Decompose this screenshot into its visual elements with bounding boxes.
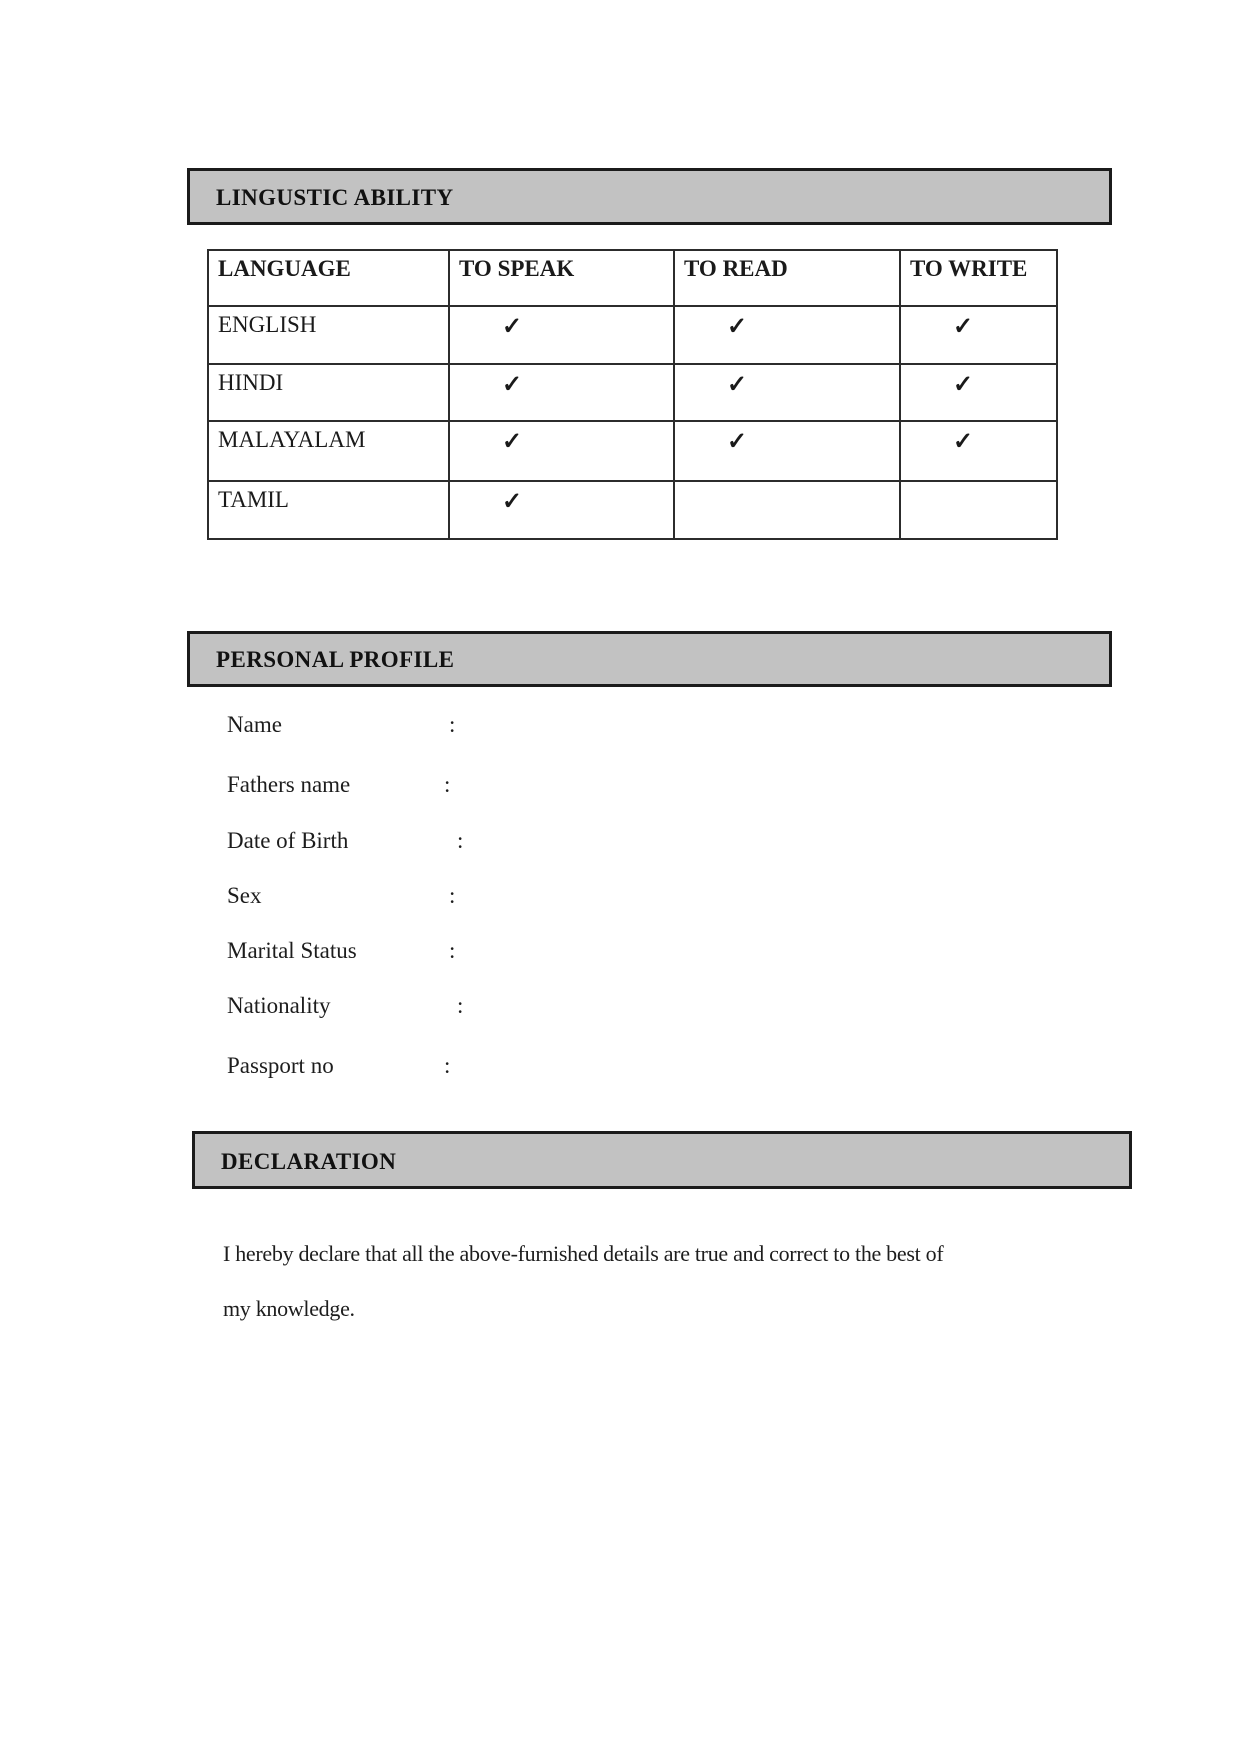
field-colon: : bbox=[444, 772, 451, 797]
section-title-declaration: DECLARATION bbox=[221, 1149, 397, 1174]
declaration-text bbox=[223, 1226, 1013, 1336]
read-checkmark: ✓ bbox=[674, 421, 900, 481]
speak-checkmark: ✓ bbox=[449, 481, 674, 539]
profile-field-passport-no bbox=[227, 1051, 758, 1081]
field-colon: : bbox=[444, 1053, 451, 1078]
field-colon: : bbox=[449, 712, 456, 737]
field-value bbox=[458, 1051, 758, 1081]
field-value bbox=[463, 936, 763, 966]
profile-field-sex bbox=[227, 881, 763, 911]
profile-field-nationality bbox=[227, 991, 771, 1021]
field-label: Fathers name bbox=[227, 772, 351, 797]
language-cell: MALAYALAM bbox=[208, 421, 449, 481]
speak-checkmark: ✓ bbox=[449, 306, 674, 364]
speak-checkmark: ✓ bbox=[449, 364, 674, 421]
write-checkmark: ✓ bbox=[900, 306, 1057, 364]
section-header-linguistic-ability bbox=[187, 168, 1112, 225]
table-header-row bbox=[208, 250, 1057, 306]
language-cell: HINDI bbox=[208, 364, 449, 421]
col-header-to-read: TO READ bbox=[674, 250, 900, 306]
profile-field-fathers-name bbox=[227, 770, 758, 800]
profile-field-marital-status bbox=[227, 936, 763, 966]
field-value bbox=[471, 826, 771, 856]
declaration-line-1: I hereby declare that all the above-furnished details are true and correct to the best of bbox=[223, 1241, 944, 1266]
write-checkmark: ✓ bbox=[900, 364, 1057, 421]
language-cell: TAMIL bbox=[208, 481, 449, 539]
col-header-to-speak: TO SPEAK bbox=[449, 250, 674, 306]
table-row-tamil bbox=[208, 481, 1057, 539]
table-row-hindi bbox=[208, 364, 1057, 421]
language-cell: ENGLISH bbox=[208, 306, 449, 364]
write-checkmark: ✓ bbox=[900, 421, 1057, 481]
col-header-to-write: TO WRITE bbox=[900, 250, 1057, 306]
field-label: Passport no bbox=[227, 1053, 334, 1078]
read-checkmark bbox=[674, 481, 900, 539]
section-title-linguistic: LINGUSTIC ABILITY bbox=[216, 185, 454, 210]
field-label: Name bbox=[227, 712, 282, 737]
section-header-declaration bbox=[192, 1131, 1132, 1189]
field-label: Date of Birth bbox=[227, 828, 349, 853]
field-value bbox=[471, 991, 771, 1021]
field-colon: : bbox=[449, 883, 456, 908]
field-colon: : bbox=[457, 993, 464, 1018]
read-checkmark: ✓ bbox=[674, 364, 900, 421]
section-title-profile: PERSONAL PROFILE bbox=[216, 647, 455, 672]
declaration-line-2: my knowledge. bbox=[223, 1296, 355, 1321]
write-checkmark bbox=[900, 481, 1057, 539]
speak-checkmark: ✓ bbox=[449, 421, 674, 481]
field-value bbox=[458, 770, 758, 800]
profile-field-name bbox=[227, 710, 763, 740]
field-value bbox=[463, 710, 763, 740]
field-colon: : bbox=[457, 828, 464, 853]
read-checkmark: ✓ bbox=[674, 306, 900, 364]
field-label: Nationality bbox=[227, 993, 331, 1018]
table-row-malayalam bbox=[208, 421, 1057, 481]
col-header-language: LANGUAGE bbox=[208, 250, 449, 306]
table-row-english bbox=[208, 306, 1057, 364]
field-label: Marital Status bbox=[227, 938, 357, 963]
field-value bbox=[463, 881, 763, 911]
linguistic-ability-table bbox=[207, 249, 1058, 540]
section-header-personal-profile bbox=[187, 631, 1112, 687]
field-label: Sex bbox=[227, 883, 262, 908]
field-colon: : bbox=[449, 938, 456, 963]
profile-field-date-of-birth bbox=[227, 826, 771, 856]
